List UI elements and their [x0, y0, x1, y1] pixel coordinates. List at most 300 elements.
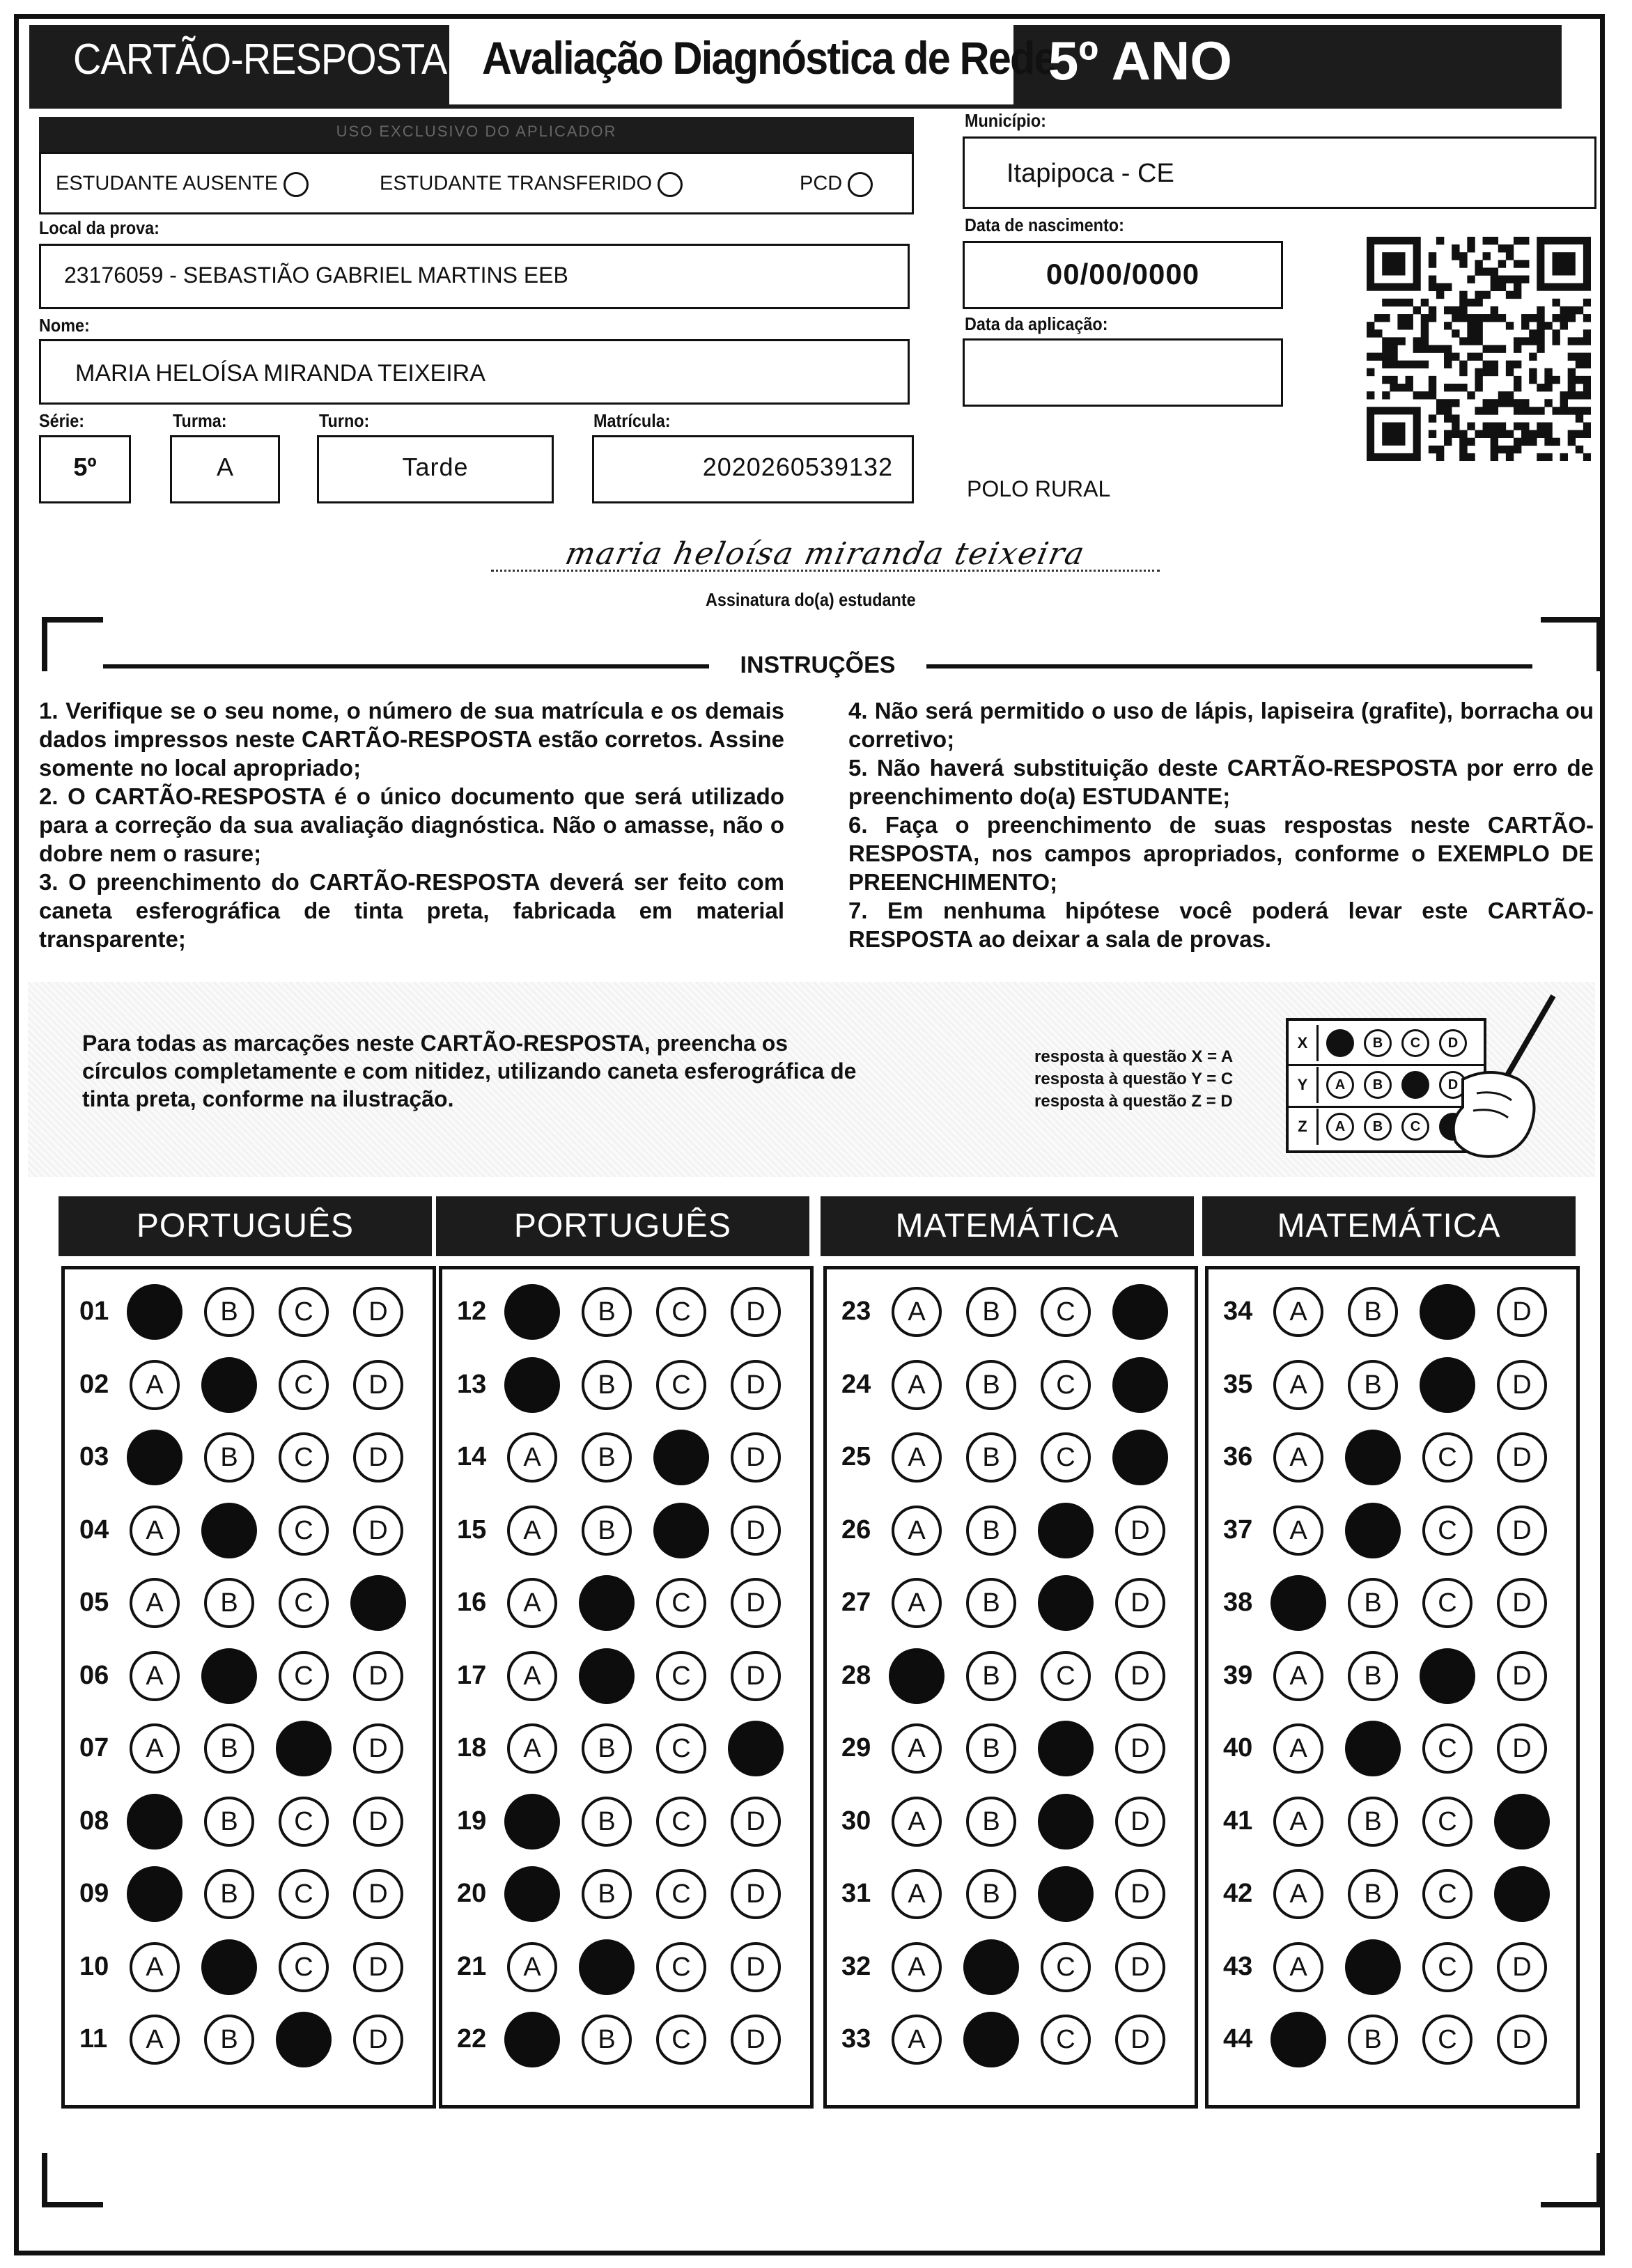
qr-module: [1514, 260, 1521, 267]
absent-option[interactable]: [56, 172, 309, 197]
answer-bubble-20-a[interactable]: [504, 1866, 560, 1922]
answer-bubble-24-d[interactable]: [1112, 1357, 1168, 1413]
qr-module: [1382, 376, 1390, 384]
qr-module: [1537, 345, 1544, 352]
answer-bubble-11-c[interactable]: [276, 2012, 332, 2067]
subject-header: PORTUGUÊS: [59, 1196, 432, 1256]
qr-module: [1397, 322, 1405, 329]
answer-bubble-06-a[interactable]: A: [130, 1651, 180, 1701]
answer-bubble-02-c[interactable]: C: [279, 1360, 329, 1410]
qr-module: [1467, 453, 1475, 461]
answer-bubble-37-b[interactable]: [1345, 1503, 1401, 1558]
answer-bubble-14-c[interactable]: [653, 1430, 709, 1485]
answer-bubble-18-a[interactable]: A: [507, 1723, 557, 1774]
answer-bubble-01-c[interactable]: C: [279, 1287, 329, 1337]
answer-bubble-38-c[interactable]: C: [1422, 1578, 1472, 1628]
answer-bubble-12-d[interactable]: D: [731, 1287, 781, 1337]
answer-bubble-44-d[interactable]: D: [1497, 2015, 1547, 2065]
answer-bubble-03-c[interactable]: C: [279, 1432, 329, 1483]
question-number: 34: [1223, 1297, 1253, 1326]
question-number: 43: [1223, 1951, 1253, 1981]
qr-module: [1475, 430, 1482, 438]
qr-module: [1459, 361, 1467, 368]
answer-bubble-31-b[interactable]: B: [966, 1869, 1016, 1919]
location-label: Local da prova:: [39, 217, 160, 238]
answer-bubble-35-d[interactable]: D: [1497, 1360, 1547, 1410]
answer-bubble-19-c[interactable]: C: [656, 1797, 706, 1847]
qr-module: [1529, 368, 1537, 376]
answer-bubble-43-b[interactable]: [1345, 1939, 1401, 1995]
qr-module: [1406, 322, 1413, 329]
answer-bubble-27-c[interactable]: [1038, 1575, 1094, 1631]
answer-bubble-09-a[interactable]: [127, 1866, 182, 1922]
qr-module: [1544, 438, 1552, 446]
qr-module: [1568, 407, 1576, 414]
answer-bubble-17-a[interactable]: A: [507, 1651, 557, 1701]
answer-bubble-18-c[interactable]: C: [656, 1723, 706, 1774]
qr-module: [1521, 399, 1529, 407]
answer-bubble-08-a[interactable]: [127, 1794, 182, 1849]
answer-bubble-32-d[interactable]: D: [1115, 1942, 1165, 1992]
example-row-label: Y: [1289, 1067, 1319, 1103]
answer-bubble-07-b[interactable]: B: [204, 1723, 254, 1774]
answer-bubble-15-c[interactable]: [653, 1503, 709, 1558]
enrollment-label: Matrícula:: [593, 410, 671, 431]
qr-module: [1576, 376, 1583, 384]
answer-bubble-12-a[interactable]: [504, 1284, 560, 1340]
qr-module: [1498, 244, 1506, 252]
transferred-label: ESTUDANTE TRANSFERIDO: [380, 172, 653, 195]
answer-bubble-11-b[interactable]: B: [204, 2015, 254, 2065]
qr-module: [1444, 399, 1452, 407]
qr-module: [1583, 422, 1591, 430]
qr-module: [1382, 345, 1390, 352]
answer-bubble-32-c[interactable]: C: [1041, 1942, 1091, 1992]
answer-bubble-41-a[interactable]: A: [1273, 1797, 1323, 1847]
question-number: 44: [1223, 2024, 1253, 2054]
answer-bubble-16-c[interactable]: C: [656, 1578, 706, 1628]
answer-bubble-35-b[interactable]: B: [1348, 1360, 1398, 1410]
answer-bubble-05-b[interactable]: B: [204, 1578, 254, 1628]
answer-bubble-35-a[interactable]: A: [1273, 1360, 1323, 1410]
answer-bubble-32-a[interactable]: A: [892, 1942, 942, 1992]
question-number: 39: [1223, 1660, 1253, 1690]
qr-module: [1514, 399, 1521, 407]
answer-bubble-26-a[interactable]: A: [892, 1506, 942, 1556]
qr-module: [1452, 306, 1459, 314]
answer-bubble-13-a[interactable]: [504, 1357, 560, 1413]
question-number: 10: [79, 1951, 109, 1981]
answer-bubble-29-b[interactable]: B: [966, 1723, 1016, 1774]
class-label: Turma:: [173, 410, 227, 431]
answer-bubble-39-b[interactable]: B: [1348, 1651, 1398, 1701]
answer-bubble-25-a[interactable]: A: [892, 1432, 942, 1483]
answer-bubble-22-b[interactable]: B: [582, 2015, 632, 2065]
answer-bubble-28-a[interactable]: [889, 1648, 945, 1704]
answer-bubble-11-d[interactable]: D: [353, 2015, 403, 2065]
qr-module: [1406, 376, 1413, 384]
answer-bubble-30-b[interactable]: B: [966, 1797, 1016, 1847]
answer-bubble-41-d[interactable]: [1494, 1794, 1550, 1849]
answer-bubble-44-c[interactable]: C: [1422, 2015, 1472, 2065]
qr-module: [1537, 306, 1544, 314]
qr-module: [1506, 361, 1514, 368]
qr-module: [1390, 299, 1397, 306]
answer-bubble-37-a[interactable]: A: [1273, 1506, 1323, 1556]
answer-bubble-35-c[interactable]: [1420, 1357, 1475, 1413]
answer-bubble-33-c[interactable]: C: [1041, 2015, 1091, 2065]
qr-module: [1452, 414, 1459, 422]
answer-bubble-27-d[interactable]: D: [1115, 1578, 1165, 1628]
qr-module: [1421, 329, 1429, 337]
qr-module: [1552, 329, 1560, 337]
qr-module: [1537, 314, 1544, 322]
answer-bubble-08-d[interactable]: D: [353, 1797, 403, 1847]
absent-circle[interactable]: [283, 172, 309, 197]
answer-bubble-10-d[interactable]: D: [353, 1942, 403, 1992]
question-number: 22: [457, 2024, 487, 2054]
question-number: 41: [1223, 1806, 1253, 1836]
answer-bubble-38-a[interactable]: [1270, 1575, 1326, 1631]
answer-bubble-16-b[interactable]: [579, 1575, 635, 1631]
answer-bubble-25-c[interactable]: C: [1041, 1432, 1091, 1483]
answer-bubble-36-d[interactable]: D: [1497, 1432, 1547, 1483]
qr-module: [1475, 337, 1482, 345]
answer-bubble-43-a[interactable]: A: [1273, 1942, 1323, 1992]
answer-bubble-03-b[interactable]: B: [204, 1432, 254, 1483]
qr-module: [1576, 391, 1583, 399]
answer-bubble-04-a[interactable]: A: [130, 1506, 180, 1556]
answer-bubble-27-b[interactable]: B: [966, 1578, 1016, 1628]
answer-bubble-14-a[interactable]: A: [507, 1432, 557, 1483]
transferred-option[interactable]: [380, 172, 683, 197]
answer-bubble-22-a[interactable]: [504, 2012, 560, 2067]
qr-module: [1568, 368, 1576, 376]
answer-bubble-36-b[interactable]: [1345, 1430, 1401, 1485]
qr-module: [1506, 391, 1514, 399]
answer-bubble-13-c[interactable]: C: [656, 1360, 706, 1410]
answer-bubble-42-a[interactable]: A: [1273, 1869, 1323, 1919]
subject-header: MATEMÁTICA: [1202, 1196, 1576, 1256]
answer-bubble-36-c[interactable]: C: [1422, 1432, 1472, 1483]
answer-bubble-23-a[interactable]: A: [892, 1287, 942, 1337]
qr-module: [1429, 446, 1436, 453]
answer-bubble-05-a[interactable]: A: [130, 1578, 180, 1628]
answer-bubble-18-d[interactable]: [728, 1721, 784, 1776]
answer-bubble-12-c[interactable]: C: [656, 1287, 706, 1337]
answer-bubble-28-c[interactable]: C: [1041, 1651, 1091, 1701]
qr-module: [1429, 283, 1436, 291]
answer-bubble-23-c[interactable]: C: [1041, 1287, 1091, 1337]
answer-bubble-43-c[interactable]: C: [1422, 1942, 1472, 1992]
answer-bubble-23-d[interactable]: [1112, 1284, 1168, 1340]
answer-bubble-16-a[interactable]: A: [507, 1578, 557, 1628]
qr-module: [1514, 291, 1521, 299]
answer-bubble-44-b[interactable]: B: [1348, 2015, 1398, 2065]
answer-bubble-06-b[interactable]: [201, 1648, 257, 1704]
grade-title: 5º ANO: [1048, 30, 1232, 91]
question-number: 21: [457, 1951, 487, 1981]
qr-module: [1382, 337, 1390, 345]
qr-module: [1491, 276, 1498, 283]
qr-module: [1568, 430, 1576, 438]
series-value: 5º: [73, 453, 97, 481]
applicator-title: USO EXCLUSIVO DO APLICADOR: [336, 123, 617, 140]
answer-bubble-16-d[interactable]: D: [731, 1578, 781, 1628]
answer-bubble-39-a[interactable]: A: [1273, 1651, 1323, 1701]
qr-module: [1483, 267, 1491, 275]
answer-bubble-07-a[interactable]: A: [130, 1723, 180, 1774]
answer-bubble-39-c[interactable]: [1420, 1648, 1475, 1704]
qr-module: [1576, 414, 1583, 422]
answer-bubble-29-c[interactable]: [1038, 1721, 1094, 1776]
qr-module: [1429, 384, 1436, 391]
qr-module: [1459, 446, 1467, 453]
answer-bubble-30-c[interactable]: [1038, 1794, 1094, 1849]
qr-module: [1475, 322, 1482, 329]
answer-bubble-24-c[interactable]: C: [1041, 1360, 1091, 1410]
answer-bubble-38-b[interactable]: B: [1348, 1578, 1398, 1628]
answer-bubble-40-a[interactable]: A: [1273, 1723, 1323, 1774]
answer-bubble-37-d[interactable]: D: [1497, 1506, 1547, 1556]
answer-bubble-31-d[interactable]: D: [1115, 1869, 1165, 1919]
question-number: 12: [457, 1297, 487, 1326]
answer-bubble-29-d[interactable]: D: [1115, 1723, 1165, 1774]
pcd-circle[interactable]: [848, 172, 873, 197]
qr-module: [1544, 368, 1552, 376]
qr-module: [1491, 237, 1498, 244]
answer-bubble-02-a[interactable]: A: [130, 1360, 180, 1410]
pcd-option[interactable]: [800, 172, 873, 197]
qr-module: [1436, 407, 1444, 414]
answer-bubble-06-c[interactable]: C: [279, 1651, 329, 1701]
answer-bubble-01-b[interactable]: B: [204, 1287, 254, 1337]
answer-bubble-34-a[interactable]: A: [1273, 1287, 1323, 1337]
answer-bubble-01-d[interactable]: D: [353, 1287, 403, 1337]
answer-bubble-17-d[interactable]: D: [731, 1651, 781, 1701]
answer-bubble-26-c[interactable]: [1038, 1503, 1094, 1558]
answer-bubble-08-b[interactable]: B: [204, 1797, 254, 1847]
answer-bubble-32-b[interactable]: [963, 1939, 1019, 1995]
answer-bubble-21-d[interactable]: D: [731, 1942, 781, 1992]
question-number: 17: [457, 1660, 487, 1690]
answer-bubble-41-b[interactable]: B: [1348, 1797, 1398, 1847]
answer-bubble-26-d[interactable]: D: [1115, 1506, 1165, 1556]
answer-bubble-21-b[interactable]: [579, 1939, 635, 1995]
answer-bubble-07-d[interactable]: D: [353, 1723, 403, 1774]
qr-module: [1560, 306, 1568, 314]
qr-module: [1421, 337, 1429, 345]
qr-module: [1514, 438, 1521, 446]
answer-bubble-40-d[interactable]: D: [1497, 1723, 1547, 1774]
qr-module: [1429, 314, 1436, 322]
answer-bubble-20-d[interactable]: D: [731, 1869, 781, 1919]
answer-bubble-30-d[interactable]: D: [1115, 1797, 1165, 1847]
qr-finder: [1382, 422, 1405, 445]
answer-bubble-21-a[interactable]: A: [507, 1942, 557, 1992]
qr-module: [1406, 314, 1413, 322]
answer-bubble-10-c[interactable]: C: [279, 1942, 329, 1992]
answer-bubble-39-d[interactable]: D: [1497, 1651, 1547, 1701]
instructions-rule-left: [103, 664, 709, 668]
answer-bubble-27-a[interactable]: A: [892, 1578, 942, 1628]
answer-bubble-02-d[interactable]: D: [353, 1360, 403, 1410]
answer-bubble-37-c[interactable]: C: [1422, 1506, 1472, 1556]
answer-bubble-28-d[interactable]: D: [1115, 1651, 1165, 1701]
question-number: 01: [79, 1297, 109, 1326]
answer-bubble-28-b[interactable]: B: [966, 1651, 1016, 1701]
answer-bubble-29-a[interactable]: A: [892, 1723, 942, 1774]
qr-module: [1436, 345, 1444, 352]
answer-bubble-23-b[interactable]: B: [966, 1287, 1016, 1337]
answer-bubble-44-a[interactable]: [1270, 2012, 1326, 2067]
answer-bubble-09-c[interactable]: C: [279, 1869, 329, 1919]
answer-bubble-06-d[interactable]: D: [353, 1651, 403, 1701]
question-number: 38: [1223, 1588, 1253, 1617]
answer-bubble-04-c[interactable]: C: [279, 1506, 329, 1556]
answer-bubble-26-b[interactable]: B: [966, 1506, 1016, 1556]
answer-bubble-18-b[interactable]: B: [582, 1723, 632, 1774]
qr-module: [1475, 407, 1482, 414]
answer-bubble-40-b[interactable]: [1345, 1721, 1401, 1776]
answer-bubble-25-b[interactable]: B: [966, 1432, 1016, 1483]
qr-module: [1397, 361, 1405, 368]
answer-bubble-17-b[interactable]: [579, 1648, 635, 1704]
answer-bubble-02-b[interactable]: [201, 1357, 257, 1413]
answer-bubble-04-b[interactable]: [201, 1503, 257, 1558]
qr-module: [1467, 438, 1475, 446]
answer-bubble-22-c[interactable]: C: [656, 2015, 706, 2065]
answer-bubble-38-d[interactable]: D: [1497, 1578, 1547, 1628]
answer-bubble-10-b[interactable]: [201, 1939, 257, 1995]
qr-module: [1483, 407, 1491, 414]
answer-bubble-15-d[interactable]: D: [731, 1506, 781, 1556]
answer-bubble-31-c[interactable]: [1038, 1866, 1094, 1922]
answer-bubble-42-d[interactable]: [1494, 1866, 1550, 1922]
answer-bubble-19-a[interactable]: [504, 1794, 560, 1849]
qr-module: [1467, 314, 1475, 322]
answer-bubble-15-a[interactable]: A: [507, 1506, 557, 1556]
qr-module: [1576, 353, 1583, 361]
question-number: 35: [1223, 1369, 1253, 1399]
qr-module: [1514, 361, 1521, 368]
answer-bubble-09-b[interactable]: B: [204, 1869, 254, 1919]
answer-bubble-11-a[interactable]: A: [130, 2015, 180, 2065]
answer-bubble-25-d[interactable]: [1112, 1430, 1168, 1485]
qr-module: [1498, 422, 1506, 430]
qr-module: [1452, 244, 1459, 252]
qr-module: [1560, 391, 1568, 399]
qr-module: [1529, 407, 1537, 414]
answer-bubble-30-a[interactable]: A: [892, 1797, 942, 1847]
answer-bubble-24-b[interactable]: B: [966, 1360, 1016, 1410]
qr-module: [1467, 299, 1475, 306]
qr-module: [1452, 384, 1459, 391]
answer-bubble-20-b[interactable]: B: [582, 1869, 632, 1919]
question-number: 33: [841, 2024, 871, 2054]
answer-bubble-43-d[interactable]: D: [1497, 1942, 1547, 1992]
qr-module: [1429, 306, 1436, 314]
answer-bubble-17-c[interactable]: C: [656, 1651, 706, 1701]
corner-mark-top-left: [42, 617, 103, 671]
answer-bubble-34-b[interactable]: B: [1348, 1287, 1398, 1337]
qr-module: [1483, 430, 1491, 438]
qr-module: [1498, 446, 1506, 453]
question-number: 05: [79, 1588, 109, 1617]
qr-module: [1491, 361, 1498, 368]
answer-bubble-08-c[interactable]: C: [279, 1797, 329, 1847]
qr-module: [1413, 391, 1421, 399]
qr-module: [1374, 314, 1382, 322]
answer-bubble-05-c[interactable]: C: [279, 1578, 329, 1628]
answer-bubble-14-d[interactable]: D: [731, 1432, 781, 1483]
answer-bubble-15-b[interactable]: B: [582, 1506, 632, 1556]
answer-bubble-13-d[interactable]: D: [731, 1360, 781, 1410]
answer-bubble-22-d[interactable]: D: [731, 2015, 781, 2065]
answer-bubble-09-d[interactable]: D: [353, 1869, 403, 1919]
answer-bubble-03-d[interactable]: D: [353, 1432, 403, 1483]
instructions-right: [848, 696, 1594, 953]
answer-bubble-33-a[interactable]: A: [892, 2015, 942, 2065]
answer-bubble-36-a[interactable]: A: [1273, 1432, 1323, 1483]
qr-module: [1475, 353, 1482, 361]
answer-bubble-42-b[interactable]: B: [1348, 1869, 1398, 1919]
example-bubble-y-b: B: [1364, 1071, 1392, 1099]
answer-bubble-04-d[interactable]: D: [353, 1506, 403, 1556]
answer-bubble-33-d[interactable]: D: [1115, 2015, 1165, 2065]
answer-bubble-40-c[interactable]: C: [1422, 1723, 1472, 1774]
answer-bubble-34-d[interactable]: D: [1497, 1287, 1547, 1337]
question-number: 36: [1223, 1442, 1253, 1471]
answer-bubble-10-a[interactable]: A: [130, 1942, 180, 1992]
answer-bubble-01-a[interactable]: [127, 1284, 182, 1340]
question-number: 20: [457, 1879, 487, 1908]
qr-module: [1498, 430, 1506, 438]
answer-bubble-14-b[interactable]: B: [582, 1432, 632, 1483]
answer-bubble-12-b[interactable]: B: [582, 1287, 632, 1337]
answer-bubble-20-c[interactable]: C: [656, 1869, 706, 1919]
answer-bubble-07-c[interactable]: [276, 1721, 332, 1776]
answer-bubble-19-b[interactable]: B: [582, 1797, 632, 1847]
answer-bubble-21-c[interactable]: C: [656, 1942, 706, 1992]
question-number: 28: [841, 1660, 871, 1690]
answer-bubble-33-b[interactable]: [963, 2012, 1019, 2067]
answer-bubble-13-b[interactable]: B: [582, 1360, 632, 1410]
qr-module: [1529, 376, 1537, 384]
qr-module: [1521, 337, 1529, 345]
answer-bubble-31-a[interactable]: A: [892, 1869, 942, 1919]
qr-module: [1544, 322, 1552, 329]
application-date-box[interactable]: [963, 338, 1283, 407]
answer-bubble-34-c[interactable]: [1420, 1284, 1475, 1340]
qr-module: [1506, 252, 1514, 260]
qr-module: [1537, 329, 1544, 337]
answer-bubble-05-d[interactable]: [350, 1575, 406, 1631]
qr-module: [1583, 329, 1591, 337]
qr-module: [1560, 314, 1568, 322]
answer-bubble-41-c[interactable]: C: [1422, 1797, 1472, 1847]
answer-bubble-19-d[interactable]: D: [731, 1797, 781, 1847]
qr-module: [1452, 353, 1459, 361]
question-number: 19: [457, 1806, 487, 1836]
answer-bubble-24-a[interactable]: A: [892, 1360, 942, 1410]
answer-bubble-42-c[interactable]: C: [1422, 1869, 1472, 1919]
answer-bubble-03-a[interactable]: [127, 1430, 182, 1485]
qr-module: [1452, 252, 1459, 260]
transferred-circle[interactable]: [658, 172, 683, 197]
qr-module: [1544, 384, 1552, 391]
birth-value: 00/00/0000: [1046, 258, 1200, 290]
